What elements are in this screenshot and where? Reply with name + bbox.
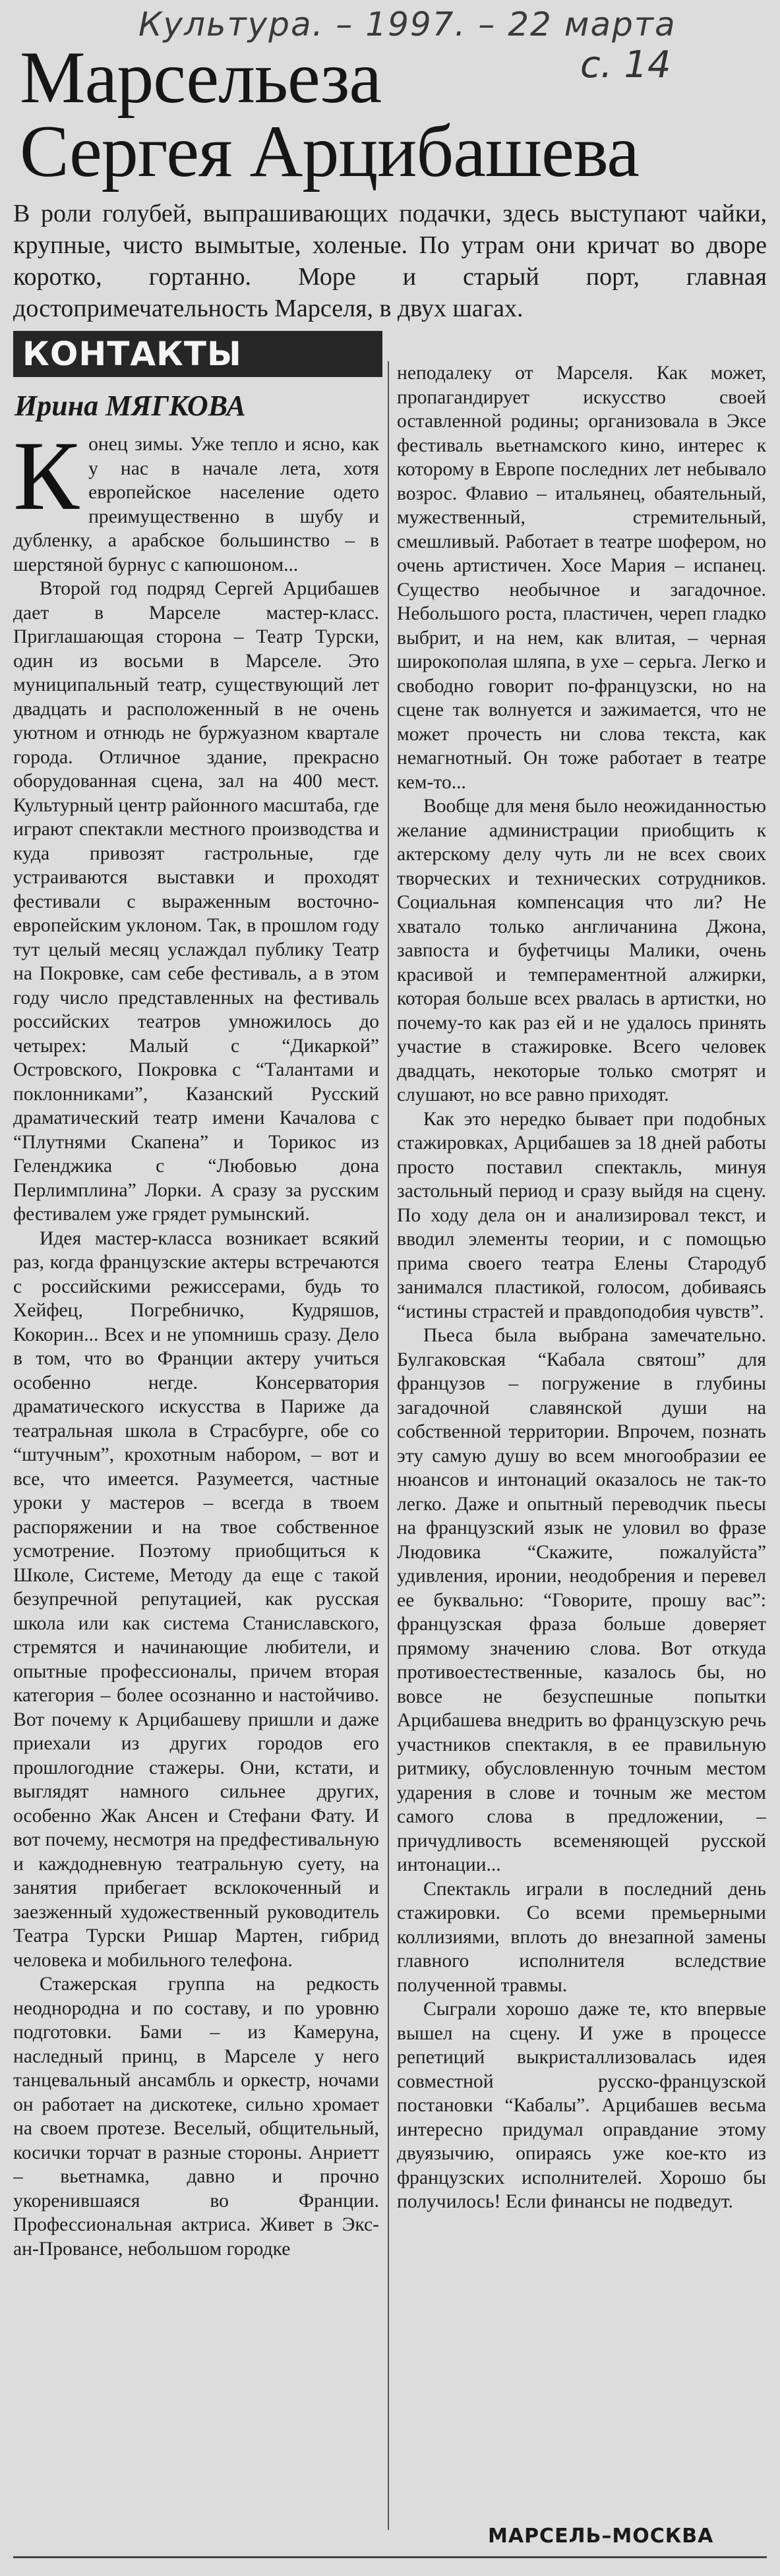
paragraph: Как это нередко бывает при подобных стажировках, Арцибашев за 18 дней работы просто поставил спектакль, минуя застольный период и сразу выйдя на сцену. По ходу дела он и анализировал текст, и вводил элементы теории, и с помощью прима своего театра Елены Стародуб занимался пластикой, голосом, добиваясь “истины страстей и правдоподобия чувств”. <box>397 1108 766 1322</box>
rubric-banner <box>13 331 382 377</box>
article-column-right <box>397 361 766 2480</box>
paragraph: Пьеса была выбрана замечательно. Булгаковская “Кабала святош” для французов – погружение в глубины загадочной славянской души на собственной территории. Впрочем, познать эту самую душу во всем многообразии ее нюансов и интонаций оказалось не так-то легко. Даже и опытный переводчик пьесы на французский язык не уловил во фразе Людовика “Скажите, пожалуйста” удивления, иронии, неодобрения и перевел ее буквально: “Говорите, прошу вас”: французская фраза больше доверяет прямому значению слова. Вот откуда противоестественные, казалось бы, но вовсе не безуспешные попытки Арцибашева внедрить во французскую речь участников спектакля, в ее правильную ритмику, обусловленную точным местом ударения в слове и точным же местом самого слова в предложении, – причудливость всеменяющей русской интонации... <box>397 1325 766 1875</box>
paragraph-text: онец зимы. Уже тепло и ясно, как у нас в начале лета, хотя европейское население одето преимущественно в шубу и дубленку, а арабское большинство – в шерстяной бурнус с капюшоном... <box>13 434 379 575</box>
article-lead: В роли голубей, выпрашивающих подачки, здесь выступают чайки, крупные, чисто вымытые, холеные. По утрам они кричат во дворе коротко, гортанно. Море и старый порт, главная достопримечательность Марселя, в двух шагах. <box>13 200 767 322</box>
paragraph: Второй год подряд Сергей Арцибашев дает в Марселе мастер-класс. Приглашающая сторона – Театр Турски, один из восьми в Марселе. Это муниципальный театр, существующий лет двадцать и расположенный в не очень уютном и отнюдь не буржуазном квартале города. Отличное здание, прекрасно оборудованная сцена, зал на 400 мест. Культурный центр районного масштаба, где играют спектакли местного производства и куда привозят гастрольные, где устраиваются выставки и проходят фестивали с выраженным восточно-европейским уклоном. Так, в прошлом году тут целый месяц услаждал публику Театр на Покровке, сам себе фестиваль, а в этом году число представленных на фестиваль российских театров умножилось до четырех: Малый с “Дикаркой” Островского, Покровка с “Талантами и поклонниками”, Казанский Русский драматический театр имени Качалова с “Плутнями Скапена” и Торикос из Геленджика с “Любовью дона Перлимплина” Лорки. А сразу за русским фестивалем уже грядет румынский. <box>13 578 379 1225</box>
rubric-label: КОНТАКТЫ <box>22 335 242 373</box>
headline-line-1: Марсельеза <box>20 37 382 119</box>
paragraph: Стажерская группа на редкость неоднородна и по составу, и по уровню подготовки. Бами – из Камеруна, наследный принц, в Марселе у него танцевальный ансамбль и оркестр, ночами он работает на дискотеке, сильно хромает на своем протезе. Веселый, общительный, косички торчат в разные стороны. Анриетт – вьетнамка, давно и прочно укоренившаяся во Франции. Профессиональная актриса. Живет в Экс-ан-Провансе, небольшом городке <box>13 1974 379 2260</box>
drop-cap: К <box>13 432 80 531</box>
headline-line-2: Сергея Арцибашева <box>20 111 639 192</box>
column-divider <box>388 361 389 2530</box>
handwritten-page-note: с. 14 <box>580 44 671 86</box>
paragraph: неподалеку от Марселя. Как может, пропагандирует искусство своей оставленной родины; организовала в Эксе фестиваль вьетнамского кино, интерес к которому в Европе последних лет небывало возрос. Флавио – итальянец, обаятельный, мужественный, стремительный, смешливый. Работает в театре шофером, но очень артистичен. Хосе Мария – испанец. Существо необычное и загадочное. Небольшого роста, пластичен, череп гладко выбрит, и на нем, как влитая, – черная широкополая шляпа, в ухе – серьга. Легко и свободно говорит по-французски, но на сцене так волнуется и зажимается, что не может прочесть ни слова текста, как немагнотный. Он тоже работает в театре кем-то... <box>397 363 766 793</box>
dateline-signature: МАРСЕЛЬ–МОСКВА <box>488 2525 714 2548</box>
paragraph: Спектакль играли в последний день стажировки. Со всеми премьерными коллизиями, вплоть до внезапной замены главного исполнителя вследствие полученной травмы. <box>397 1878 766 1996</box>
paragraph: Идея мастер-класса возникает всякий раз, когда французские актеры встречаются с российскими режиссерами, будь то Хейфец, Погребничко, Кудряшов, Кокорин... Всех и не упомнишь сразу. Дело в том, что во Франции актеру учиться особенно негде. Консерватория драматического искусства в Париже да театральная школа в Страсбурге, обе со “штучным”, крохотным набором, – вот и все, что имеется. Разумеется, частные уроки у мастеров – всегда в твоем распоряжении и на твое собственное усмотрение. Поэтому приобщиться к Школе, Системе, Методу да еще с такой безупречной репутацией, как русская школа или как система Станиславского, стремятся и начинающие любители, и опытные профессионалы, причем вторая категория – более осознанно и настойчиво. Вот почему к Арцибашеву пришли и даже приехали из других городов его прошлогодние стажеры. Они, кстати, и выглядят намного сильнее других, особенно Жак Ансен и Стефани Фату. И вот почему, несмотря на предфестивальную и каждодневную театральную суету, на занятия прибегает всклокоченный и заезженный художественный руководитель Театра Турски Ришар Мартен, гибрид человека и мобильного телефона. <box>13 1227 379 1971</box>
paragraph: Сыграли хорошо даже те, кто впервые вышел на сцену. И уже в процессе репетиций выкристаллизовалась идея совместной русско-французской постановки “Кабалы”. Арцибашев весьма интересно придумал оправдание этому двуязычию, опираясь уже кое-кто из французских исполнителей. Хорошо бы получилось! Если финансы не подведут. <box>397 1999 766 2212</box>
article-column-left <box>13 432 379 2529</box>
paragraph: Вообще для меня было неожиданностью желание администрации приобщить к актерскому делу чуть ли не всех своих творческих и технических сотрудников. Социальная компенсация что ли? Не хватало только англичанина Джона, завпоста и буфетчицы Малики, очень красивой и темпераментной алжирки, которая больше всех рвалась в артистки, но почему-то как раз ей и не удалось принять участие в стажировке. Всего человек двадцать, некоторые только смотрят и слушают, но все равно приходят. <box>397 796 766 1105</box>
paragraph <box>13 432 379 577</box>
bottom-rule <box>13 2556 767 2558</box>
handwritten-source-note: Культура. – 1997. – 22 марта <box>138 5 676 44</box>
author-byline: Ирина МЯГКОВА <box>15 390 246 422</box>
